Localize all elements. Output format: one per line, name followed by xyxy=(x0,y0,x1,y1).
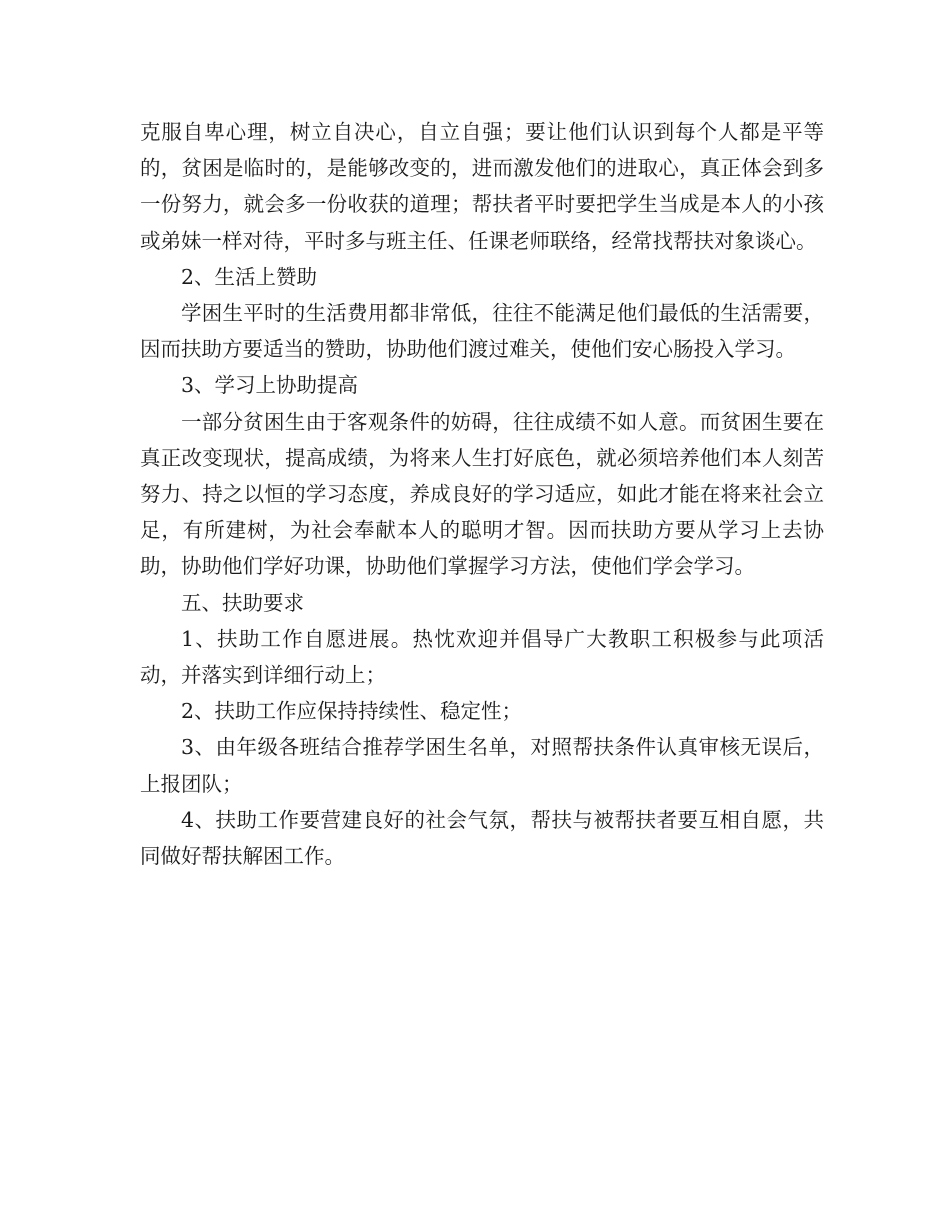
requirement-item-1: 1、扶助工作自愿进展。热忱欢迎并倡导广大教职工积极参与此项活动，并落实到详细行动上； xyxy=(140,626,824,688)
subheading-study-support: 3、学习上协助提高 xyxy=(181,373,359,398)
requirement-item-3: 3、由年级各班结合推荐学困生名单，对照帮扶条件认真审核无误后，上报团队； xyxy=(140,735,824,796)
document-body xyxy=(140,114,824,874)
paragraph-study-support: 一部分贫困生由于客观条件的妨碍，往往成绩不如人意。而贫困生要在真正改变现状，提高成绩，为将来人生打好底色，就必须培养他们本人刻苦努力、持之以恒的学习态度，养成良好的学习适应，如此才能在将来社会立足，有所建树，为社会奉献本人的聪明才智。因而扶助方要从学习上去协助，协助他们学好功课，协助他们掌握学习方法，使他们学会学习。 xyxy=(140,409,824,579)
section-heading-requirements: 五、扶助要求 xyxy=(181,590,304,615)
paragraph-continuation: 克服自卑心理，树立自决心，自立自强；要让他们认识到每个人都是平等的，贫困是临时的，是能够改变的，进而激发他们的进取心，真正体会到多一份努力，就会多一份收获的道理；帮扶者平时要把学生当成是本人的小孩或弟妹一样对待，平时多与班主任、任课老师联络，经常找帮扶对象谈心。 xyxy=(140,120,824,253)
requirement-item-4: 4、扶助工作要营建良好的社会气氛，帮扶与被帮扶者要互相自愿，共同做好帮扶解困工作。 xyxy=(140,807,824,869)
paragraph-living-support: 学困生平时的生活费用都非常低，往往不能满足他们最低的生活需要，因而扶助方要适当的赞助，协助他们渡过难关，使他们安心肠投入学习。 xyxy=(140,301,824,362)
subheading-living-support: 2、生活上赞助 xyxy=(181,264,318,289)
requirement-item-2: 2、扶助工作应保持持续性、稳定性； xyxy=(181,699,523,724)
